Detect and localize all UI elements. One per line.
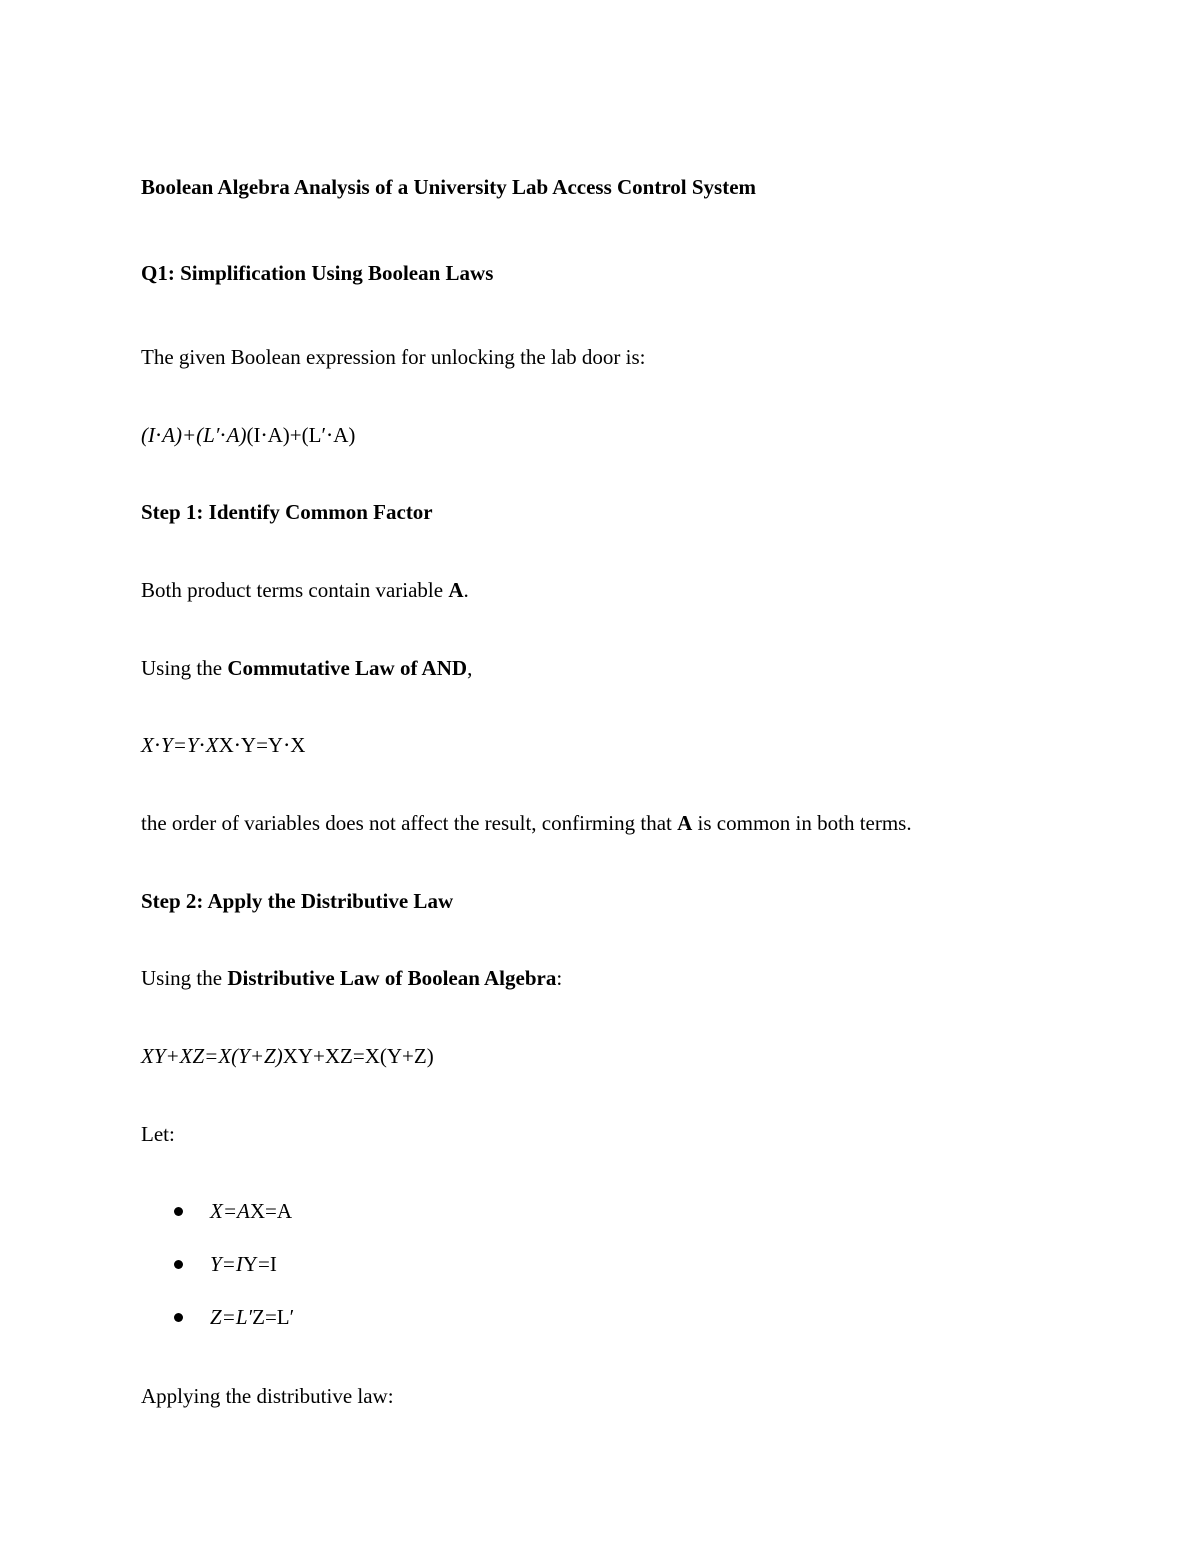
order-text (141, 811, 912, 835)
list-item (210, 1305, 294, 1329)
expression-1-plain: (I⋅A)+(L′⋅A) (246, 423, 356, 447)
expression-1 (141, 423, 355, 447)
distributive-law-text (141, 966, 562, 990)
bullet-2-italic: Y=I (210, 1252, 243, 1276)
q1-heading: Q1: Simplification Using Boolean Laws (141, 261, 494, 285)
order-text-bold: A (677, 811, 693, 835)
step1-heading: Step 1: Identify Common Factor (141, 500, 433, 524)
step2-heading: Step 2: Apply the Distributive Law (141, 889, 454, 913)
bullet-2-plain: Y=I (242, 1252, 277, 1276)
expression-3 (141, 1044, 434, 1068)
expression-2 (141, 733, 305, 757)
order-text-before: the order of variables does not affect the result, confirming that (141, 811, 678, 835)
list-item (210, 1252, 277, 1276)
bullet-1-italic: X=A (210, 1199, 250, 1223)
bullet-dot-icon (174, 1260, 183, 1269)
bullet-3-italic: Z=L′ (210, 1305, 253, 1329)
distributive-bold: Distributive Law of Boolean Algebra (227, 966, 557, 990)
distributive-before: Using the (141, 966, 228, 990)
commutative-law-text (141, 656, 472, 680)
bullet-3-plain: Z=L′ (252, 1305, 295, 1329)
expression-3-italic: XY+XZ=X(Y+Z) (141, 1044, 283, 1068)
let-label: Let: (141, 1122, 175, 1146)
expression-2-plain: X⋅Y=Y⋅X (218, 733, 306, 757)
distributive-after: : (556, 966, 563, 990)
commutative-after: , (467, 656, 473, 680)
document-title: Boolean Algebra Analysis of a University Lab Access Control System (141, 175, 757, 199)
intro-text: The given Boolean expression for unlocking the lab door is: (141, 345, 646, 369)
step1-text (141, 578, 469, 602)
step1-text-before: Both product terms contain variable (141, 578, 449, 602)
bullet-dot-icon (174, 1207, 183, 1216)
commutative-bold: Commutative Law of AND (227, 656, 468, 680)
step1-text-bold: A (448, 578, 464, 602)
bullet-dot-icon (174, 1313, 183, 1322)
applying-text: Applying the distributive law: (141, 1384, 394, 1408)
step1-text-after: . (463, 578, 469, 602)
expression-3-plain: XY+XZ=X(Y+Z) (282, 1044, 434, 1068)
list-item (210, 1199, 292, 1223)
expression-1-italic: (I⋅A)+(L′⋅A) (141, 423, 247, 447)
expression-2-italic: X⋅Y=Y⋅X (141, 733, 219, 757)
bullet-1-plain: X=A (249, 1199, 293, 1223)
commutative-before: Using the (141, 656, 228, 680)
order-text-after: is common in both terms. (692, 811, 912, 835)
